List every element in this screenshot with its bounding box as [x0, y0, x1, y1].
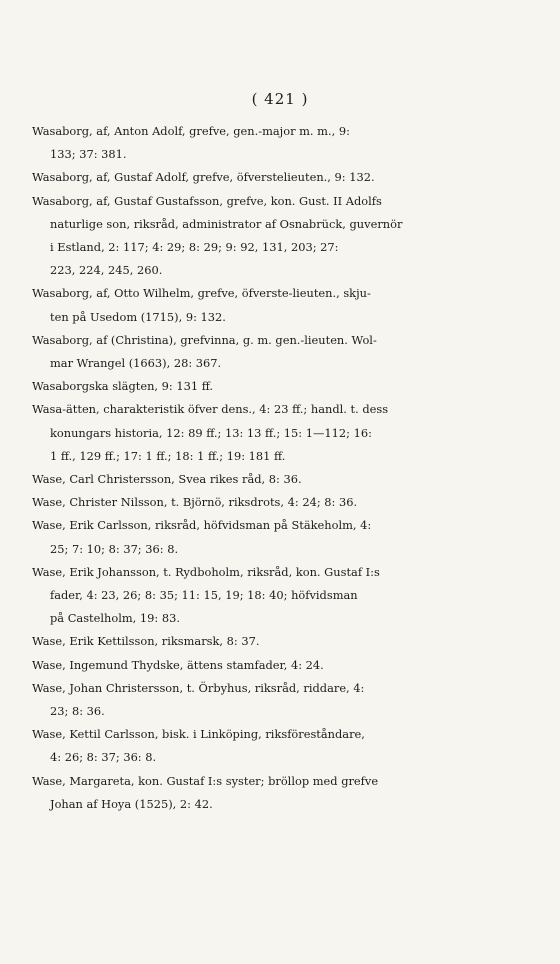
entry-heading-line: Wasaborg, af, Gustaf Adolf, grefve, öfverstelieuten., 9: 132.	[32, 170, 375, 185]
index-entry	[32, 654, 532, 677]
entry-continuation-line: konungars historia, 12: 89 ff.; 13: 13 ff.; 15: 1—112; 16:	[50, 425, 372, 440]
entry-heading-line: Wasa-ätten, charakteristik öfver dens., 4: 23 ff.; handl. t. dess	[32, 402, 389, 417]
entry-continuation-line: naturlige son, riksråd, administrator af Osnabrück, guvernör	[50, 216, 403, 231]
index-entry	[32, 723, 532, 769]
index-entry	[32, 677, 532, 723]
index-entry	[32, 491, 532, 514]
entry-heading-line: Wasaborgska slägten, 9: 131 ff.	[32, 379, 214, 394]
index-entry	[32, 375, 532, 398]
entry-heading-line: Wase, Ingemund Thydske, ättens stamfader, 4: 24.	[32, 657, 324, 672]
entry-continuation-line: 1 ff., 129 ff.; 17: 1 ff.; 18: 1 ff.; 19: 181 ff.	[50, 448, 286, 463]
index-entry	[32, 282, 532, 328]
index-entry	[32, 329, 532, 375]
entry-continuation-line: 4: 26; 8: 37; 36: 8.	[50, 750, 157, 765]
entry-continuation-line: 25; 7: 10; 8: 37; 36: 8.	[50, 541, 179, 556]
entry-heading-line: Wase, Kettil Carlsson, bisk. i Linköping, riksföreståndare,	[32, 727, 365, 742]
entry-heading-line: Wase, Erik Carlsson, riksråd, höfvidsman på Stäkeholm, 4:	[32, 518, 372, 533]
entry-heading-line: Wase, Christer Nilsson, t. Björnö, riksdrots, 4: 24; 8: 36.	[32, 495, 358, 510]
index-entry	[32, 120, 532, 166]
entry-heading-line: Wase, Margareta, kon. Gustaf I:s syster; bröllop med grefve	[32, 773, 379, 788]
index-entry	[32, 770, 532, 816]
page-number: ( 421 )	[251, 90, 309, 108]
entry-heading-line: Wasaborg, af, Anton Adolf, grefve, gen.-major m. m., 9:	[32, 124, 350, 138]
index-entry	[32, 514, 532, 560]
entry-continuation-line: ten på Usedom (1715), 9: 132.	[50, 309, 226, 324]
entry-continuation-line: på Castelholm, 19: 83.	[50, 611, 180, 626]
index-entries	[32, 120, 532, 816]
index-entry	[32, 190, 532, 283]
entry-heading-line: Wase, Erik Kettilsson, riksmarsk, 8: 37.	[32, 634, 260, 649]
entry-continuation-line: Johan af Hoya (1525), 2: 42.	[50, 796, 213, 811]
index-entry	[32, 398, 532, 468]
entry-continuation-line: 133; 37: 381.	[50, 147, 127, 162]
entry-continuation-line: fader, 4: 23, 26; 8: 35; 11: 15, 19; 18: 40; höfvidsman	[50, 588, 358, 603]
entry-continuation-line: mar Wrangel (1663), 28: 367.	[50, 356, 222, 371]
entry-heading-line: Wasaborg, af, Gustaf Gustafsson, grefve, kon. Gust. II Adolfs	[32, 193, 382, 208]
entry-continuation-line: 23; 8: 36.	[50, 704, 105, 719]
index-entry	[32, 468, 532, 491]
entry-continuation-line: i Estland, 2: 117; 4: 29; 8: 29; 9: 92, 131, 203; 27:	[50, 240, 339, 255]
index-entry	[32, 561, 532, 631]
entry-continuation-line: 223, 224, 245, 260.	[50, 263, 163, 278]
entry-heading-line: Wase, Johan Christersson, t. Örbyhus, riksråd, riddare, 4:	[32, 680, 365, 695]
entry-heading-line: Wasaborg, af (Christina), grefvinna, g. m. gen.-lieuten. Wol-	[32, 332, 377, 347]
entry-heading-line: Wase, Carl Christersson, Svea rikes råd, 8: 36.	[32, 472, 302, 487]
entry-heading-line: Wase, Erik Johansson, t. Rydboholm, riksråd, kon. Gustaf I:s	[32, 564, 380, 579]
index-entry	[32, 630, 532, 653]
entry-heading-line: Wasaborg, af, Otto Wilhelm, grefve, öfverste-lieuten., skju-	[32, 286, 371, 301]
index-entry	[32, 166, 532, 189]
